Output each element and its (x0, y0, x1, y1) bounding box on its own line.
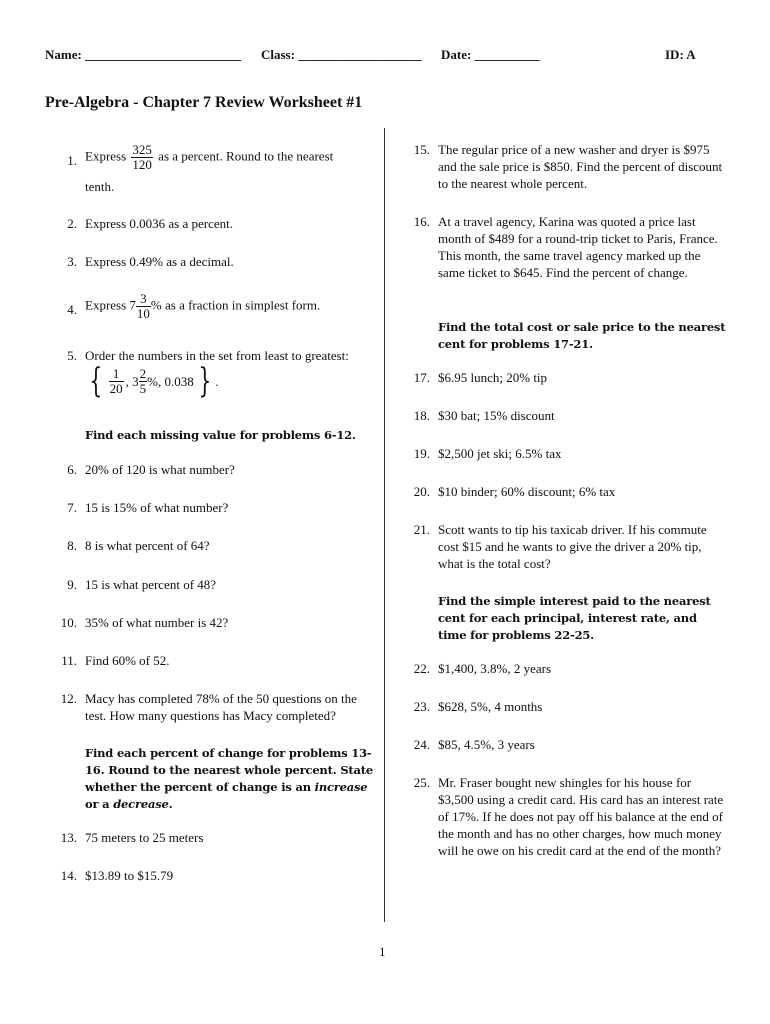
name-field: Name: ________________________ (45, 47, 242, 62)
worksheet-header (45, 47, 725, 67)
fraction: $\frac{325}{120}$ (132, 142, 152, 172)
number-set: { $\frac{1}{20}$ , 3 $\frac{2}{5}$ %, 0.038 } . (89, 361, 219, 401)
instructions-22-25: Find the simple interest paid to the nearest cent for each principal, interest rate, and time for problems 22-25. (438, 594, 711, 642)
page-number: 1 (379, 944, 386, 959)
column-divider (384, 128, 385, 922)
fraction: $\frac{2}{5}$ (139, 365, 147, 396)
id-field: ID: A (665, 47, 696, 62)
fraction: $\frac{3}{10}$ (136, 291, 150, 321)
instructions-17-21: Find the total cost or sale price to the nearest cent for problems 17-21. (438, 320, 726, 351)
fraction: $\frac{1}{20}$ (109, 365, 123, 396)
instructions-6-12: Find each missing value for problems 6-12. (85, 428, 356, 442)
class-field: Class: ___________________ (261, 47, 422, 62)
instructions-13-16: Find each percent of change for problems 13-16. Round to the nearest whole percent. State whether the percent of change is an increase or a decrease. (85, 746, 374, 811)
worksheet-title: Pre-Algebra - Chapter 7 Review Worksheet #1 (45, 94, 363, 111)
date-field: Date: __________ (441, 47, 540, 62)
